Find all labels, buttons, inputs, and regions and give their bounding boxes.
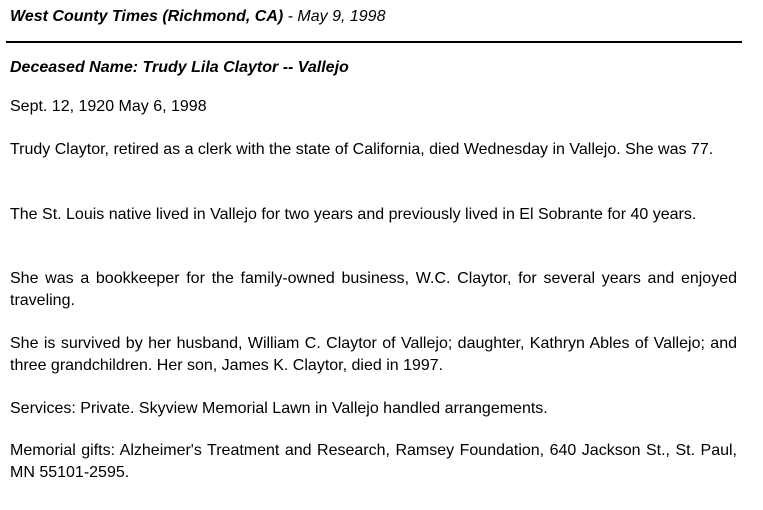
paragraph-text: She was a bookkeeper for the family-owned business, W.C. Claytor, for several years and enjoyed traveling. (10, 270, 737, 309)
article-paragraph-2 (10, 204, 737, 226)
article-paragraph-4 (10, 333, 737, 377)
publication-name: West County Times (Richmond, CA) (10, 8, 284, 25)
paragraph-text: Trudy Claytor, retired as a clerk with the state of California, died Wednesday in Vallejo. She was 77. (10, 141, 714, 158)
paragraph-text: She is survived by her husband, William C. Claytor of Vallejo; daughter, Kathryn Ables of Vallejo; and three grandchildren. Her son, James K. Claytor, died in 1997. (10, 335, 737, 374)
deceased-name-heading: Deceased Name: Trudy Lila Claytor -- Vallejo (10, 59, 349, 76)
header-separator: - (283, 8, 298, 25)
article-paragraph-3 (10, 268, 737, 312)
article-paragraph-6 (10, 440, 737, 484)
article-paragraph-1 (10, 139, 737, 161)
paragraph-text: The St. Louis native lived in Vallejo for two years and previously lived in El Sobrante for 40 years. (10, 206, 697, 223)
paragraph-text: Memorial gifts: Alzheimer's Treatment and Research, Ramsey Foundation, 640 Jackson St., St. Paul, MN 55101-2595. (10, 442, 737, 481)
paragraph-text: Services: Private. Skyview Memorial Lawn in Vallejo handled arrangements. (10, 400, 548, 417)
publication-date: May 9, 1998 (297, 8, 386, 25)
article-paragraph-5 (10, 398, 737, 420)
life-dates (10, 96, 737, 118)
life-dates-text: Sept. 12, 1920 May 6, 1998 (10, 98, 207, 115)
header-divider (6, 41, 742, 43)
publication-header (10, 8, 385, 26)
